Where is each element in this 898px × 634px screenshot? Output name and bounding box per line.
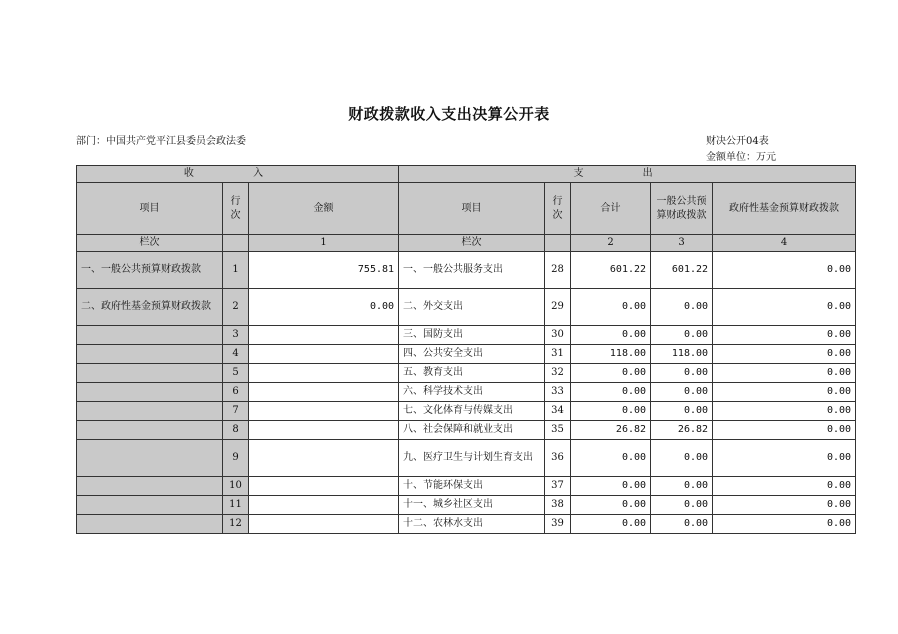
expense-general-budget: 0.00 [651,477,713,496]
income-line: 11 [223,496,249,515]
col-number-4: 4 [713,235,856,252]
expense-gov-fund: 0.00 [713,252,856,289]
expense-item-header: 项目 [399,183,545,235]
expense-item: 十二、农林水支出 [399,515,545,534]
gov-fund-header: 政府性基金预算财政拨款 [713,183,856,235]
expense-line: 33 [545,383,571,402]
table-row [77,383,856,402]
table-row [77,402,856,421]
expense-item: 十、节能环保支出 [399,477,545,496]
table-row [77,326,856,345]
income-line: 8 [223,421,249,440]
expense-gov-fund: 0.00 [713,345,856,364]
income-item [77,515,223,534]
expense-general-budget: 0.00 [651,496,713,515]
expense-total: 0.00 [571,496,651,515]
table-row [77,477,856,496]
income-item [77,421,223,440]
income-item [77,364,223,383]
expense-item: 六、科学技术支出 [399,383,545,402]
expense-general-budget: 0.00 [651,289,713,326]
expense-total: 0.00 [571,402,651,421]
income-line: 5 [223,364,249,383]
expense-gov-fund: 0.00 [713,326,856,345]
amount-unit: 金额单位：万元 [706,152,776,163]
expense-general-budget: 0.00 [651,364,713,383]
income-item [77,496,223,515]
expense-item: 五、教育支出 [399,364,545,383]
expense-general-budget: 0.00 [651,326,713,345]
expense-total: 0.00 [571,364,651,383]
income-line: 3 [223,326,249,345]
income-item [77,345,223,364]
expense-line: 34 [545,402,571,421]
income-line: 1 [223,252,249,289]
income-amount [249,421,399,440]
expense-line: 28 [545,252,571,289]
income-amount: 755.81 [249,252,399,289]
expense-item: 三、国防支出 [399,326,545,345]
expense-gov-fund: 0.00 [713,440,856,477]
total-header: 合计 [571,183,651,235]
expense-col-label: 栏次 [399,235,545,252]
column-number-row [77,235,856,252]
expense-line: 38 [545,496,571,515]
table-row [77,345,856,364]
expense-item: 七、文化体育与传媒支出 [399,402,545,421]
form-number: 财决公开04表 [706,136,769,147]
income-item [77,440,223,477]
expense-item: 十一、城乡社区支出 [399,496,545,515]
income-section-header: 收 入 [77,166,399,183]
table-row [77,496,856,515]
income-amount [249,383,399,402]
expense-total: 0.00 [571,515,651,534]
expense-line: 36 [545,440,571,477]
expense-general-budget: 0.00 [651,515,713,534]
income-amount [249,440,399,477]
expense-general-budget: 26.82 [651,421,713,440]
column-header-row [77,183,856,235]
expense-item: 四、公共安全支出 [399,345,545,364]
income-amount: 0.00 [249,289,399,326]
expense-gov-fund: 0.00 [713,383,856,402]
expense-general-budget: 601.22 [651,252,713,289]
income-amount [249,364,399,383]
expense-total: 118.00 [571,345,651,364]
expense-gov-fund: 0.00 [713,402,856,421]
income-amount [249,345,399,364]
expense-line: 31 [545,345,571,364]
expense-gov-fund: 0.00 [713,289,856,326]
income-col-label: 栏次 [77,235,223,252]
income-amount [249,477,399,496]
expense-item: 二、外交支出 [399,289,545,326]
income-line: 9 [223,440,249,477]
table-row [77,515,856,534]
table-row [77,440,856,477]
expense-general-budget: 118.00 [651,345,713,364]
expense-item: 九、医疗卫生与计划生育支出 [399,440,545,477]
income-line: 10 [223,477,249,496]
income-line: 6 [223,383,249,402]
income-item [77,326,223,345]
general-budget-header: 一般公共预算财政拨款 [651,183,713,235]
expense-general-budget: 0.00 [651,383,713,402]
income-line: 4 [223,345,249,364]
expense-gov-fund: 0.00 [713,496,856,515]
income-amount-header: 金额 [249,183,399,235]
fiscal-appropriation-table [76,165,856,534]
table-row [77,289,856,326]
income-item: 一、一般公共预算财政拨款 [77,252,223,289]
expense-total: 0.00 [571,289,651,326]
document-title: 财政拨款收入支出决算公开表 [348,105,550,123]
table-row [77,421,856,440]
income-amount [249,326,399,345]
expense-section-header: 支 出 [399,166,856,183]
expense-total: 0.00 [571,477,651,496]
expense-line: 32 [545,364,571,383]
expense-gov-fund: 0.00 [713,477,856,496]
expense-gov-fund: 0.00 [713,421,856,440]
section-header-row [77,166,856,183]
income-line-header: 行次 [223,183,249,235]
expense-line: 30 [545,326,571,345]
income-line: 7 [223,402,249,421]
income-line: 12 [223,515,249,534]
expense-line-header: 行次 [545,183,571,235]
expense-item: 一、一般公共服务支出 [399,252,545,289]
expense-total: 601.22 [571,252,651,289]
income-amount [249,496,399,515]
col-number-2: 2 [571,235,651,252]
expense-general-budget: 0.00 [651,440,713,477]
expense-gov-fund: 0.00 [713,515,856,534]
expense-total: 0.00 [571,440,651,477]
income-line: 2 [223,289,249,326]
expense-total: 0.00 [571,383,651,402]
income-item: 二、政府性基金预算财政拨款 [77,289,223,326]
table-row [77,252,856,289]
expense-item: 八、社会保障和就业支出 [399,421,545,440]
expense-line: 29 [545,289,571,326]
expense-total: 0.00 [571,326,651,345]
table-row [77,364,856,383]
income-item [77,402,223,421]
income-amount [249,402,399,421]
income-amount [249,515,399,534]
col-number-1: 1 [249,235,399,252]
income-item [77,477,223,496]
expense-gov-fund: 0.00 [713,364,856,383]
expense-total: 26.82 [571,421,651,440]
department-label: 部门：中国共产党平江县委员会政法委 [76,136,246,147]
expense-line: 39 [545,515,571,534]
col-number-3: 3 [651,235,713,252]
expense-line: 37 [545,477,571,496]
income-item [77,383,223,402]
income-item-header: 项目 [77,183,223,235]
expense-general-budget: 0.00 [651,402,713,421]
expense-line: 35 [545,421,571,440]
